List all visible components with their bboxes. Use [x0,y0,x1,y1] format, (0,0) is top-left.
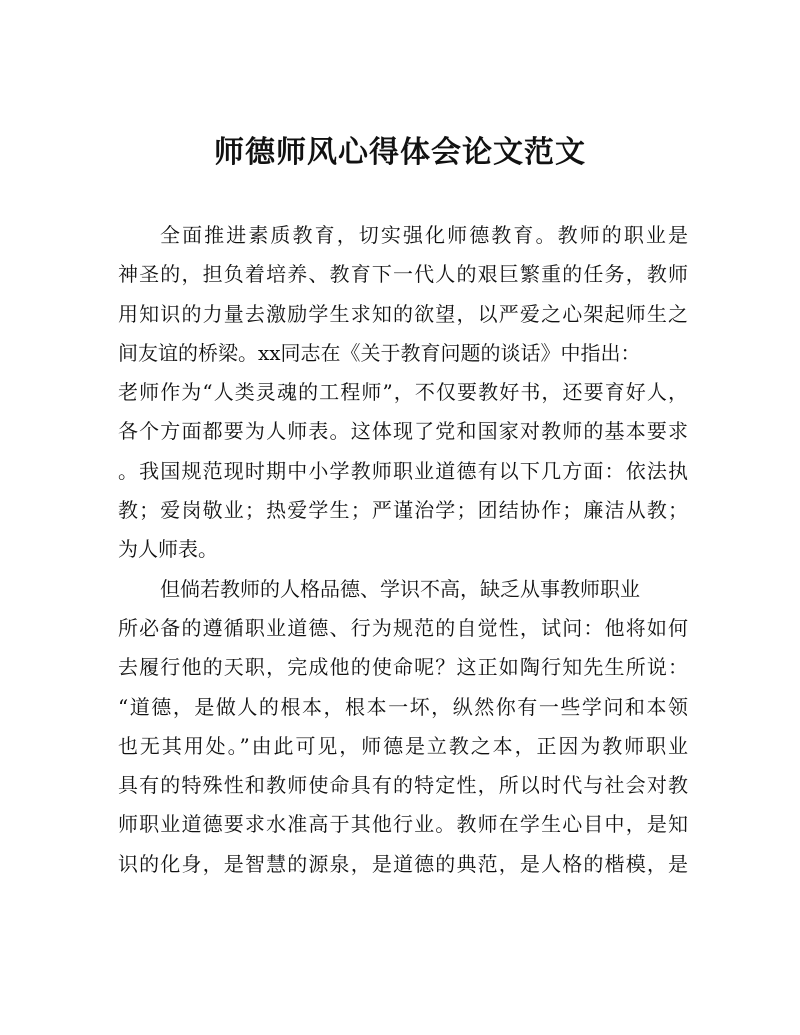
paragraph-line: 为人师表。 [118,537,218,562]
paragraph-line: 去履行他的天职，完成他的使命呢？这正如陶行知先生所说： [118,655,688,680]
paragraph-line: 教；爱岗敬业；热爱学生；严谨治学；团结协作；廉洁从教； [118,498,688,523]
paragraph-line: 师职业道德要求水准高于其他行业。教师在学生心目中，是知 [118,812,688,837]
paragraph-line: 具有的特殊性和教师使命具有的特定性，所以时代与社会对教 [118,773,688,798]
paragraph-line: 神圣的，担负着培养、教育下一代人的艰巨繁重的任务，教师 [118,262,688,287]
document-title: 师德师风心得体会论文范文 [214,135,586,170]
paragraph-line: “道德，是做人的根本，根本一坏，纵然你有一些学问和本领 [118,694,688,719]
paragraph-line: 各个方面都要为人师表。这体现了党和国家对教师的基本要求 [118,419,688,444]
paragraph-line: 间友谊的桥梁。xx同志在《关于教育问题的谈话》中指出： [118,340,641,365]
paragraph-line: 用知识的力量去激励学生求知的欲望，以严爱之心架起师生之 [118,301,688,326]
paragraph-line: 但倘若教师的人格品德、学识不高，缺乏从事教师职业 [160,576,640,601]
paragraph-line: 。我国规范现时期中小学教师职业道德有以下几方面：依法执 [118,458,688,483]
paragraph-line: 识的化身，是智慧的源泉，是道德的典范，是人格的楷模，是 [118,851,688,876]
paragraph-line: 也无其用处。”由此可见，师德是立教之本，正因为教师职业 [118,733,688,758]
document-body [118,216,688,884]
paragraph-line: 全面推进素质教育，切实强化师德教育。教师的职业是 [160,223,688,247]
paragraph-line: 所必备的遵循职业道德、行为规范的自觉性，试问：他将如何 [118,615,688,640]
paragraph-line: 老师作为“人类灵魂的工程师”，不仅要教好书，还要育好人， [118,380,688,405]
